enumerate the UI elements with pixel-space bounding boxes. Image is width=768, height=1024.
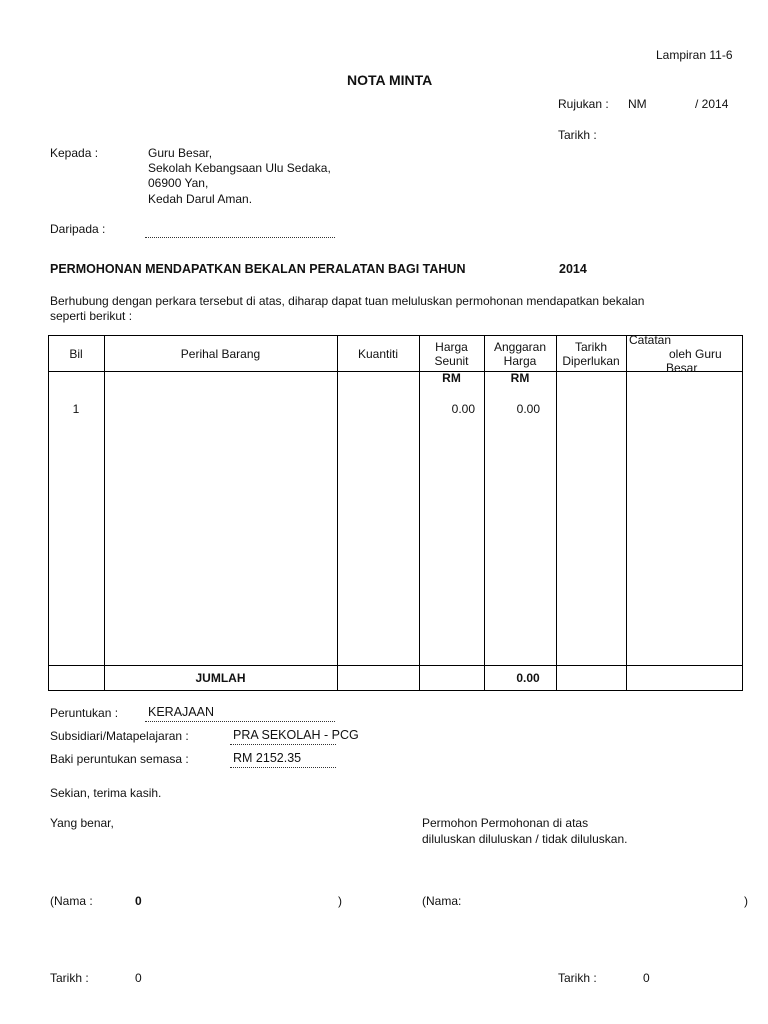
recipient-line: Kedah Darul Aman. [148, 192, 253, 206]
jumlah-label: JUMLAH [195, 671, 246, 685]
tarikh-right-value: 0 [643, 971, 650, 985]
header-harga: Seunit [434, 354, 469, 368]
table-header-divider [48, 371, 743, 372]
column-divider [104, 335, 105, 691]
nama-right-label: (Nama: [422, 894, 462, 908]
tarikh-label: Tarikh : [558, 128, 597, 142]
header-catatan: oleh Guru [669, 347, 722, 361]
sekian-text: Sekian, terima kasih. [50, 786, 162, 800]
baki-value: RM 2152.35 [233, 751, 302, 765]
intro-text: Berhubung dengan perkara tersebut di atas, diharap dapat tuan meluluskan permohonan mendapatkan bekalan [50, 294, 645, 308]
approval-text: diluluskan diluluskan / tidak diluluskan. [422, 832, 628, 846]
nama-left-close: ) [338, 894, 342, 908]
intro-text: seperti berikut : [50, 309, 133, 323]
column-divider [626, 335, 627, 691]
column-divider [419, 335, 420, 691]
subsidiari-label: Subsidiari/Matapelajaran : [50, 729, 189, 743]
column-divider [484, 335, 485, 691]
header-bil: Bil [69, 347, 83, 361]
subject-heading: PERMOHONAN MENDAPATKAN BEKALAN PERALATAN BAGI TAHUN [50, 262, 466, 276]
recipient-line: 06900 Yan, [148, 176, 209, 190]
table-total-divider [48, 665, 743, 666]
daripada-line[interactable] [145, 237, 335, 238]
header-anggaran: Anggaran [493, 340, 547, 354]
header-tarikh: Tarikh [574, 340, 607, 354]
lampiran-label: Lampiran 11-6 [656, 48, 733, 62]
page-title: NOTA MINTA [347, 72, 433, 88]
header-anggaran: Harga [503, 354, 537, 368]
baki-line [230, 767, 336, 768]
header-tarikh: Diperlukan [562, 354, 620, 368]
baki-label: Baki peruntukan semasa : [50, 752, 189, 766]
yang-benar-text: Yang benar, [50, 816, 114, 830]
subject-year: 2014 [559, 262, 587, 276]
nama-left-value: 0 [135, 894, 142, 908]
row-anggaran: 0.00 [516, 402, 540, 416]
nama-left-label: (Nama : [50, 894, 93, 908]
header-kuantiti: Kuantiti [357, 347, 399, 361]
daripada-label: Daripada : [50, 222, 106, 236]
peruntukan-value: KERAJAAN [148, 705, 214, 719]
tarikh-left-label: Tarikh : [50, 971, 89, 985]
approval-text: Permohon Permohonan di atas [422, 816, 589, 830]
rujukan-year: / 2014 [695, 97, 729, 111]
items-table [48, 335, 743, 691]
rujukan-label: Rujukan : [558, 97, 609, 111]
column-divider [556, 335, 557, 691]
peruntukan-label: Peruntukan : [50, 706, 119, 720]
peruntukan-line [145, 721, 335, 722]
recipient-line: Guru Besar, [148, 146, 213, 160]
header-perihal: Perihal Barang [180, 347, 261, 361]
recipient-line: Sekolah Kebangsaan Ulu Sedaka, [148, 161, 331, 175]
tarikh-left-value: 0 [135, 971, 142, 985]
column-divider [337, 335, 338, 691]
currency-anggaran: RM [510, 371, 530, 385]
jumlah-value: 0.00 [516, 671, 540, 685]
rujukan-value: NM [628, 97, 647, 111]
row-bil: 1 [72, 402, 80, 416]
nama-right-close: ) [744, 894, 748, 908]
row-harga: 0.00 [451, 402, 475, 416]
subsidiari-value: PRA SEKOLAH - PCG [233, 728, 359, 742]
tarikh-right-label: Tarikh : [558, 971, 597, 985]
header-harga: Harga [435, 340, 468, 354]
subsidiari-line [230, 744, 336, 745]
currency-harga: RM [442, 371, 461, 385]
kepada-label: Kepada : [50, 146, 99, 160]
header-catatan: Catatan [629, 333, 672, 347]
header-catatan: Besar [666, 361, 698, 375]
